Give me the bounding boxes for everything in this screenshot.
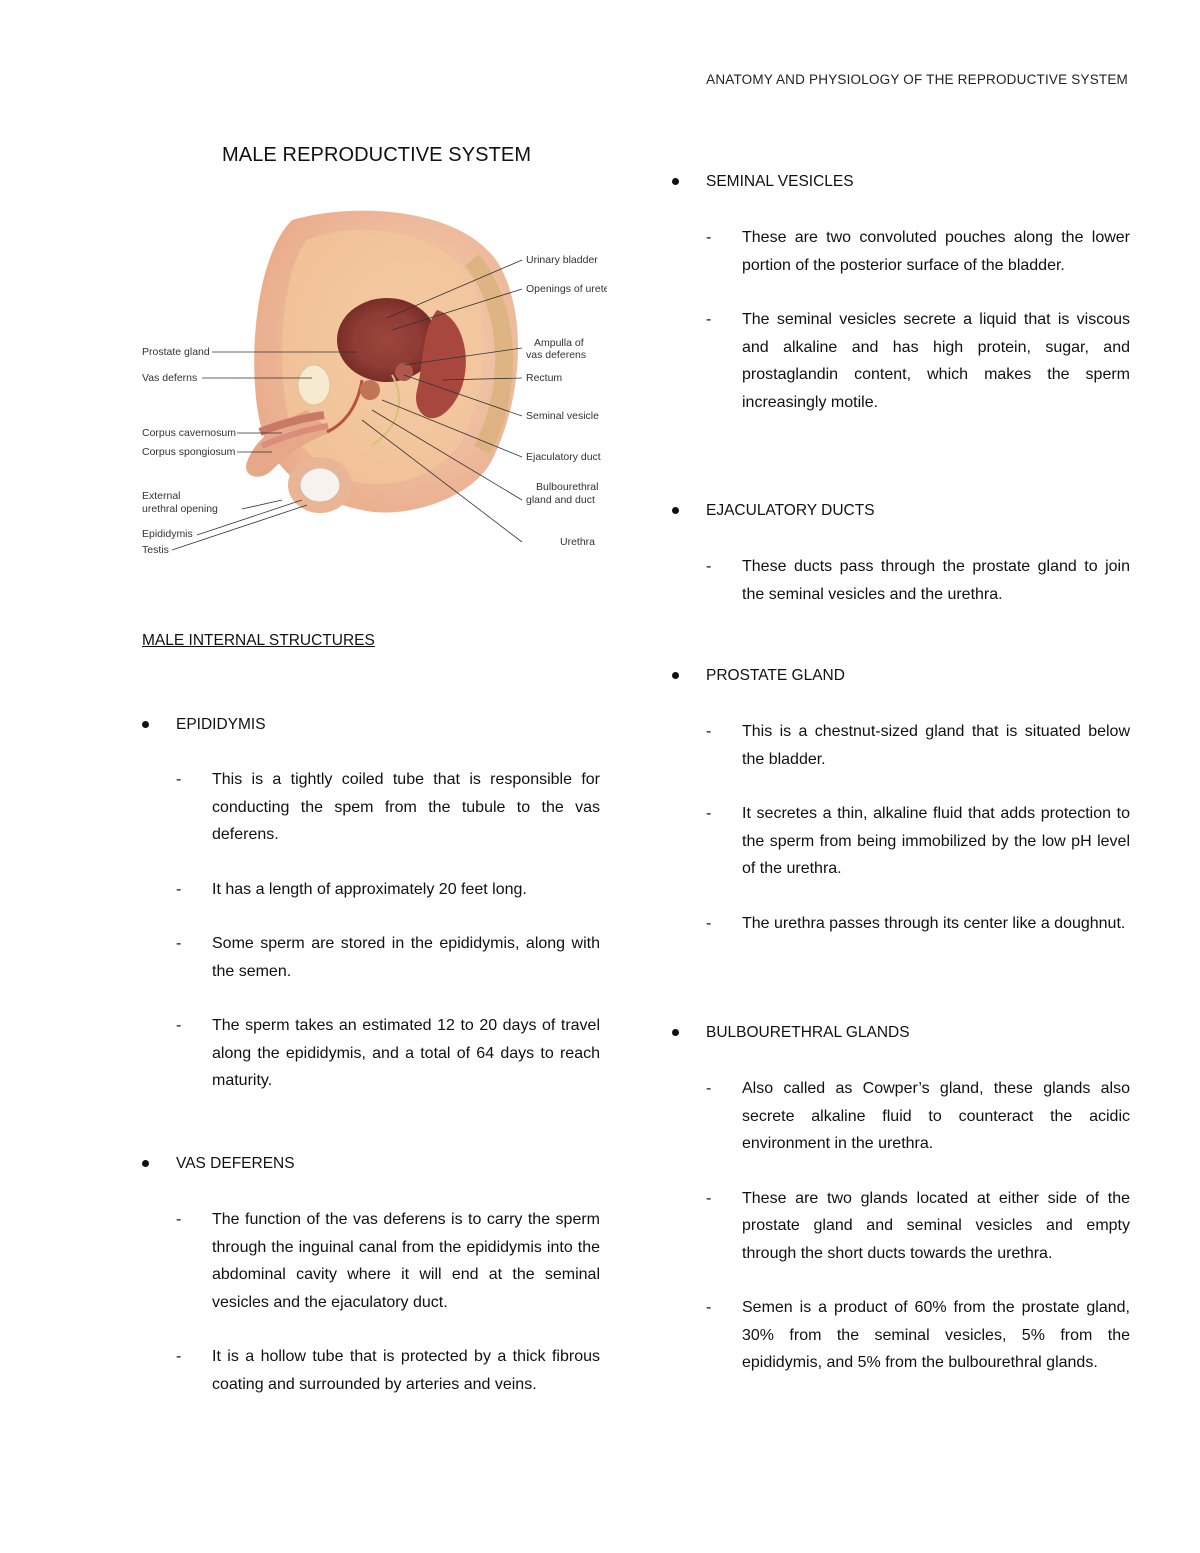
list-item: - The urethra passes through its center like a doughnut. [706,910,1130,938]
seminal-vesicles-items [706,224,1130,416]
list-item: - It is a hollow tube that is protected by a thick fibrous coating and surrounded by arteries and veins. [176,1343,600,1398]
label-rectum: Rectum [526,372,563,384]
dash-icon: - [706,805,712,822]
running-header: ANATOMY AND PHYSIOLOGY OF THE REPRODUCTIVE SYSTEM [706,72,1128,87]
label-gland-and-duct: gland and duct [526,494,595,506]
label-vas-deferens: vas deferens [526,349,587,361]
epididymis-items [176,766,600,1095]
list-item: - Semen is a product of 60% from the prostate gland, 30% from the seminal vesicles, 5% from the epididymis, and 5% from the bulbourethral glands. [706,1294,1130,1377]
label-ejaculatory-duct: Ejaculatory duct [526,451,601,463]
list-item: - It has a length of approximately 20 feet long. [176,876,600,904]
vas-deferens-items [176,1206,600,1398]
topic-heading: EPIDIDYMIS [176,716,266,733]
label-bulbourethral: Bulbourethral [536,481,599,493]
bullet-icon [672,1029,679,1036]
dash-icon: - [706,1080,712,1097]
topic-heading: BULBOURETHRAL GLANDS [706,1024,910,1041]
dash-icon: - [706,229,712,246]
list-item: - These are two glands located at either side of the prostate gland and seminal vesicles and empty through the short ducts towards the urethra. [706,1185,1130,1268]
dash-icon: - [706,558,712,575]
bulbourethral-glands-items [706,1075,1130,1377]
list-item: - This is a chestnut-sized gland that is situated below the bladder. [706,718,1130,773]
anatomy-illustration [142,200,607,572]
label-urethra: Urethra [560,536,596,548]
list-item: - Also called as Cowper’s gland, these glands also secrete alkaline fluid to counteract the acidic environment in the urethra. [706,1075,1130,1158]
topic-heading: EJACULATORY DUCTS [706,502,875,519]
topic-seminal-vesicles [706,173,854,191]
page-title: MALE REPRODUCTIVE SYSTEM [222,144,532,166]
label-prostate-gland: Prostate gland [142,346,210,358]
bullet-icon [672,672,679,679]
dash-icon: - [706,914,712,932]
list-item: - This is a tightly coiled tube that is responsible for conducting the spem from the tubule to the vas deferens. [176,766,600,849]
topic-bulbourethral-glands [706,1024,910,1042]
dash-icon: - [706,723,712,740]
dash-icon: - [176,771,182,788]
list-item: - These are two convoluted pouches along the lower portion of the posterior surface of the bladder. [706,224,1130,279]
dash-icon: - [176,1017,182,1034]
label-external: External [142,490,181,502]
ejaculatory-ducts-items [706,553,1130,608]
list-item: - The sperm takes an estimated 12 to 20 days of travel along the epididymis, and a total of 64 days to reach maturity. [176,1012,600,1095]
dash-icon: - [176,880,182,898]
list-item: - It secretes a thin, alkaline fluid that adds protection to the sperm from being immobilized by the low pH level of the urethra. [706,800,1130,883]
label-openings-of-ureter: Openings of ureter [526,283,607,295]
anatomy-figure [142,200,607,572]
prostate-gland-items [706,718,1130,937]
label-corpus-spongiosum: Corpus spongiosum [142,446,236,458]
label-testis: Testis [142,544,169,556]
bullet-icon [672,178,679,185]
topic-heading: PROSTATE GLAND [706,667,845,684]
dash-icon: - [706,1299,712,1316]
dash-icon: - [176,935,182,952]
list-item: - The seminal vesicles secrete a liquid that is viscous and alkaline and has high protein, sugar, and prostaglandin content, which makes the sperm increasingly motile. [706,306,1130,416]
list-item: - Some sperm are stored in the epididymis, along with the semen. [176,930,600,985]
topic-ejaculatory-ducts [706,502,875,520]
label-urethral-opening: urethral opening [142,503,218,515]
bullet-icon [142,1160,149,1167]
label-seminal-vesicle: Seminal vesicle [526,410,599,422]
bullet-icon [672,507,679,514]
dash-icon: - [706,1189,712,1207]
topic-heading: SEMINAL VESICLES [706,173,854,190]
section-heading: MALE INTERNAL STRUCTURES [142,632,375,649]
list-item: - These ducts pass through the prostate gland to join the seminal vesicles and the urethra. [706,553,1130,608]
list-item: - The function of the vas deferens is to carry the sperm through the inguinal canal from the epididymis into the abdominal cavity where it will end at the seminal vesicles and the ejaculatory duct. [176,1206,600,1316]
topic-prostate-gland [706,667,845,685]
label-corpus-cavernosum: Corpus cavernosum [142,427,236,439]
bullet-icon [142,721,149,728]
label-epididymis: Epididymis [142,528,193,540]
dash-icon: - [706,311,712,328]
dash-icon: - [176,1348,182,1365]
label-urinary-bladder: Urinary bladder [526,254,598,266]
label-ampulla-of: Ampulla of [534,337,584,349]
label-vas-deferns: Vas deferns [142,372,198,384]
dash-icon: - [176,1211,182,1228]
topic-heading: VAS DEFERENS [176,1155,295,1172]
topic-vas-deferens [176,1155,295,1173]
topic-epididymis [176,716,266,734]
